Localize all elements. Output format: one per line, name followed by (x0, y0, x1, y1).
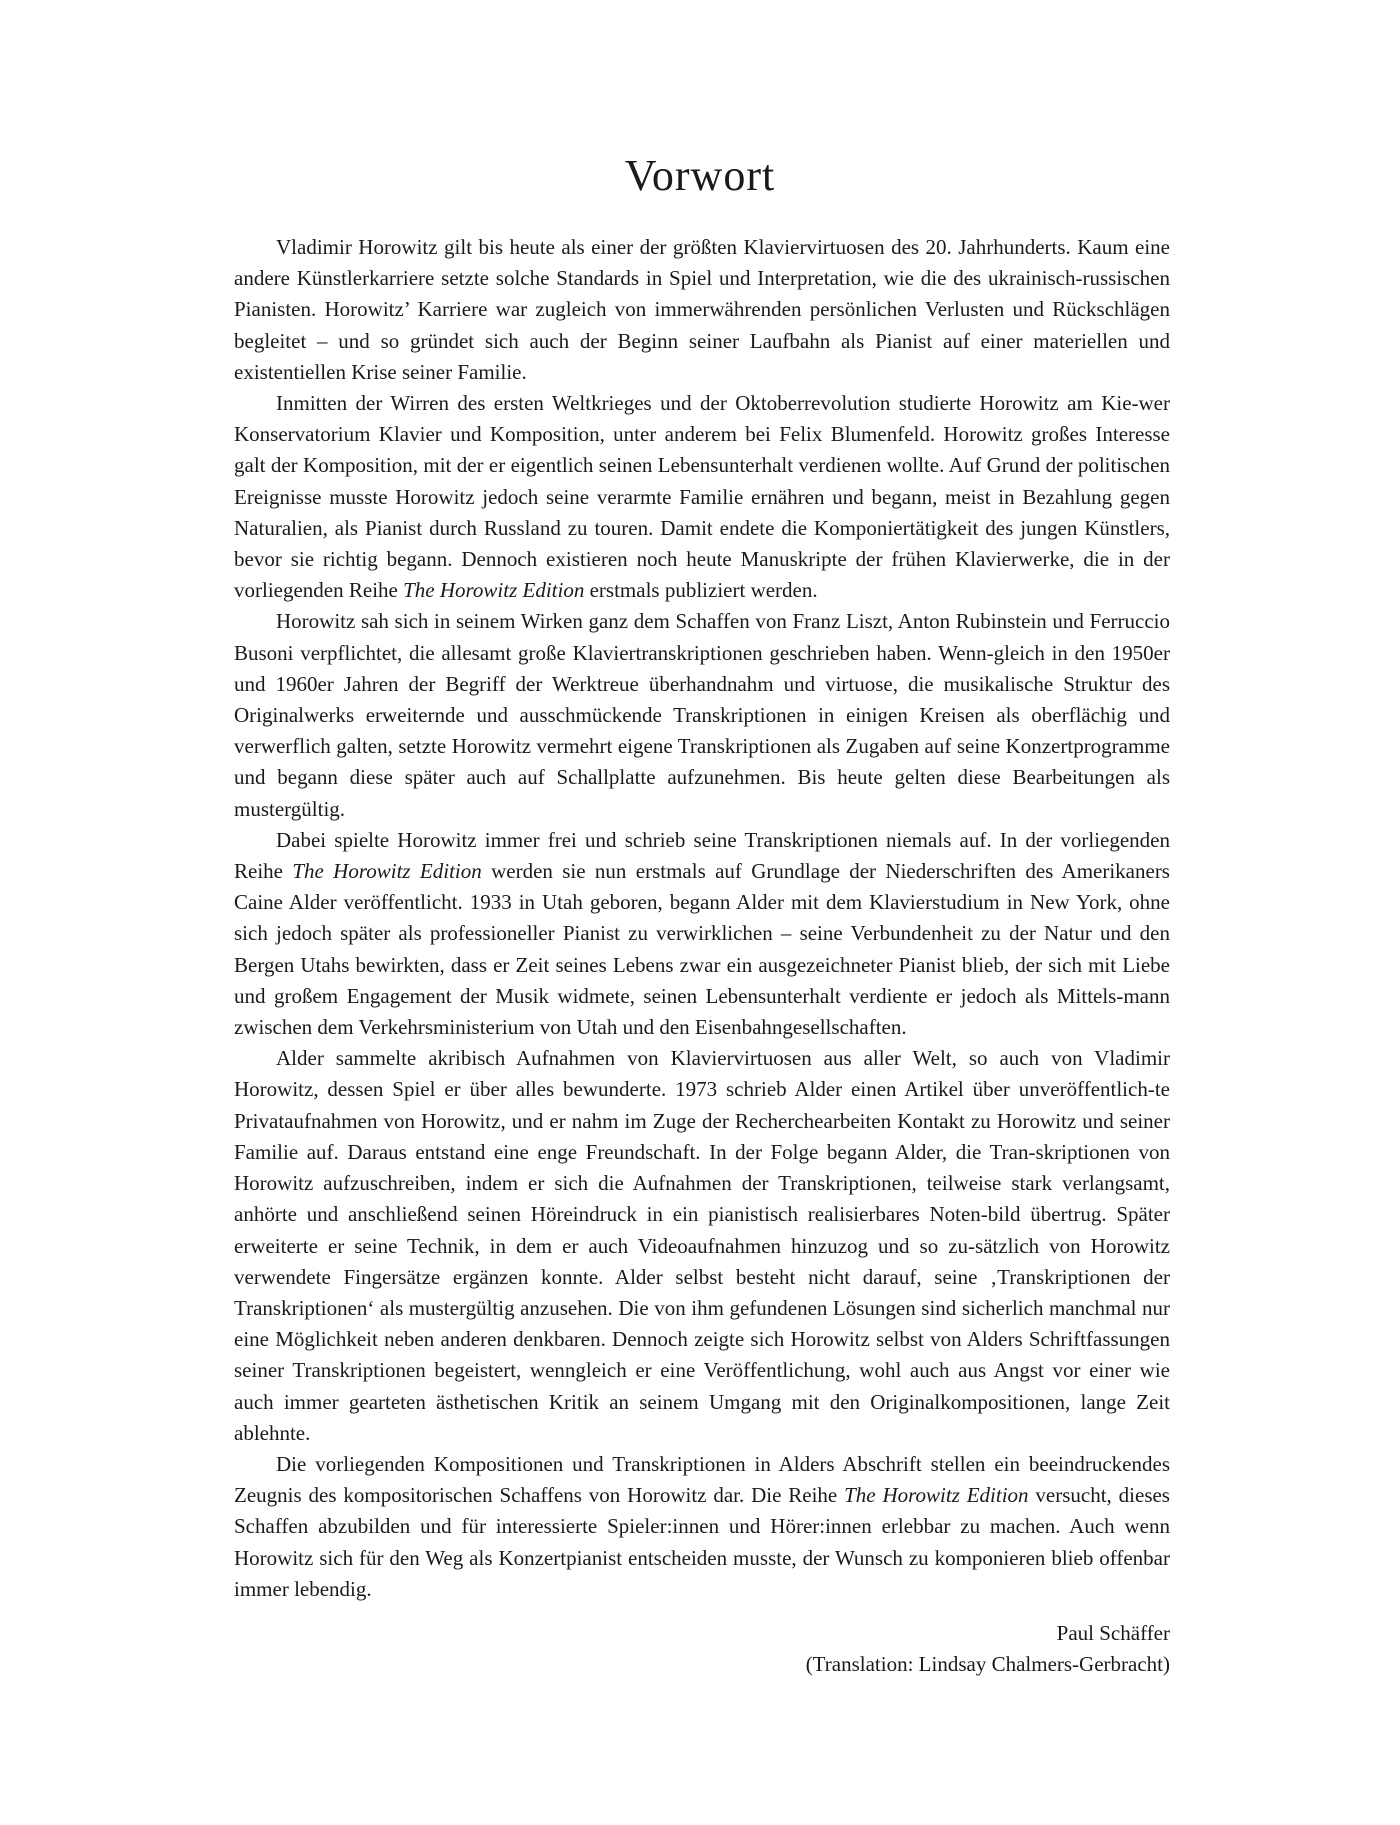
series-title: The Horowitz Edition (292, 859, 482, 884)
series-title: The Horowitz Edition (403, 578, 585, 603)
paragraph-2 (234, 388, 1170, 606)
paragraph-text: Vladimir Horowitz gilt bis heute als einer der größten Klaviervirtuosen des 20. Jahrhunderts. Kaum eine andere Künstlerkarriere setzte solche Standards in Spiel und Interpretation, wie die des ukrainisch-russischen Pianisten. Horowitz’ Karriere war zugleich von immerwährenden persönlichen Verlusten und Rückschlägen begleitet – und so gründet sich auch der Beginn seiner Laufbahn als Pianist auf einer materiellen und existentiellen Krise seiner Familie. (234, 235, 1170, 384)
body-text (234, 232, 1170, 1605)
paragraph-text: Inmitten der Wirren des ersten Weltkrieges und der Oktoberrevolution studierte Horowitz am Kie-wer Konservatorium Klavier und Komposition, unter anderem bei Felix Blumenfeld. Horowitz großes Interesse galt der Komposition, mit der er eigentlich seinen Lebensunterhalt verdienen wollte. Auf Grund der politischen Ereignisse musste Horowitz jedoch seine verarmte Familie ernähren und begann, meist in Bezahlung gegen Naturalien, als Pianist durch Russland zu touren. Damit endete die Komponiertätigkeit des jungen Künstlers, bevor sie richtig begann. Dennoch existieren noch heute Manuskripte der frühen Klavierwerke, die in der vorliegenden Reihe (234, 391, 1170, 603)
paragraph-text: Die vorliegenden Kompositionen und Transkriptionen in Alders Abschrift stellen ein beeindruckendes Zeugnis des kompositorischen Schaffens von Horowitz dar. Die Reihe (234, 1451, 1170, 1508)
paragraph-5 (234, 1043, 1170, 1449)
translation-credit: (Translation: Lindsay Chalmers-Gerbracht) (805, 1652, 1170, 1677)
paragraph-1 (234, 232, 1170, 388)
paragraph-text: werden sie nun erstmals auf Grundlage der Niederschriften des Amerikaners Caine Alder veröffentlicht. 1933 in Utah geboren, begann Alder mit dem Klavierstudium in New York, ohne sich jedoch später als professioneller Pianist zu verwirklichen – seine Verbundenheit zu der Natur und den Bergen Utahs bewirkten, dass er Zeit seines Lebens zwar ein ausgezeichneter Pianist blieb, der sich mit Liebe und großem Engagement der Musik widmete, seinen Lebensunterhalt verdiente er jedoch als Mittels-mann zwischen dem Verkehrsministerium von Utah und den Eisenbahngesellschaften. (234, 859, 1170, 1040)
paragraph-text: Alder sammelte akribisch Aufnahmen von Klaviervirtuosen aus aller Welt, so auch von Vladimir Horowitz, dessen Spiel er über alles bewunderte. 1973 schrieb Alder einen Artikel über unveröffentlich-te Privataufnahmen von Horowitz, und er nahm im Zuge der Recherchearbeiten Kontakt zu Horowitz und seiner Familie auf. Daraus entstand eine enge Freundschaft. In der Folge begann Alder, die Tran-skriptionen von Horowitz aufzuschreiben, indem er sich die Aufnahmen der Transkriptionen, teilweise stark verlangsamt, anhörte und anschließend seinen Höreindruck in ein pianistisch realisierbares Noten-bild übertrug. Später erweiterte er seine Technik, in dem er auch Videoaufnahmen hinzuzog und so zu-sätzlich von Horowitz verwendete Fingersätze ergänzen konnte. Alder selbst besteht nicht darauf, seine ‚Transkriptionen der Transkriptionen‘ als mustergültig anzusehen. Die von ihm gefundenen Lösungen sind sicherlich manchmal nur eine Möglichkeit neben anderen denkbaren. Dennoch zeigte sich Horowitz selbst von Alders Schriftfassungen seiner Transkriptionen begeistert, wenngleich er eine Veröffentlichung, wohl auch aus Angst vor einer wie auch immer gearteten ästhetischen Kritik an seinem Umgang mit den Originalkompositionen, lange Zeit ablehnte. (234, 1046, 1170, 1445)
paragraph-text: versucht, dieses Schaffen abzubilden und für interessierte Spieler:innen und Hörer:innen erlebbar zu machen. Auch wenn Horowitz sich für den Weg als Konzertpianist entscheiden musste, der Wunsch zu komponieren blieb offenbar immer lebendig. (234, 1483, 1170, 1601)
page-title: Vorwort (624, 151, 776, 200)
series-title: The Horowitz Edition (844, 1483, 1029, 1508)
author-name: Paul Schäffer (1056, 1621, 1170, 1645)
paragraph-3 (234, 606, 1170, 824)
signature-block (234, 1618, 1170, 1680)
paragraph-6 (234, 1449, 1170, 1605)
paragraph-text: erstmals publiziert werden. (584, 578, 818, 603)
paragraph-text: Horowitz sah sich in seinem Wirken ganz dem Schaffen von Franz Liszt, Anton Rubinstein und Ferruccio Busoni verpflichtet, die allesamt große Klaviertranskriptionen geschrieben haben. Wenn-gleich in den 1950er und 1960er Jahren der Begriff der Werktreue überhandnahm und virtuose, die musikalische Struktur des Originalwerks erweiternde und ausschmückende Transkriptionen in einigen Kreisen als oberflächig und verwerflich galten, setzte Horowitz vermehrt eigene Transkriptionen als Zugaben auf seine Konzertprogramme und begann diese später auch auf Schallplatte aufzunehmen. Bis heute gelten diese Bearbeitungen als mustergültig. (234, 609, 1170, 821)
paragraph-4 (234, 825, 1170, 1043)
paragraph-text: Dabei spielte Horowitz immer frei und schrieb seine Transkriptionen niemals auf. In der vorliegenden Reihe (234, 827, 1170, 884)
